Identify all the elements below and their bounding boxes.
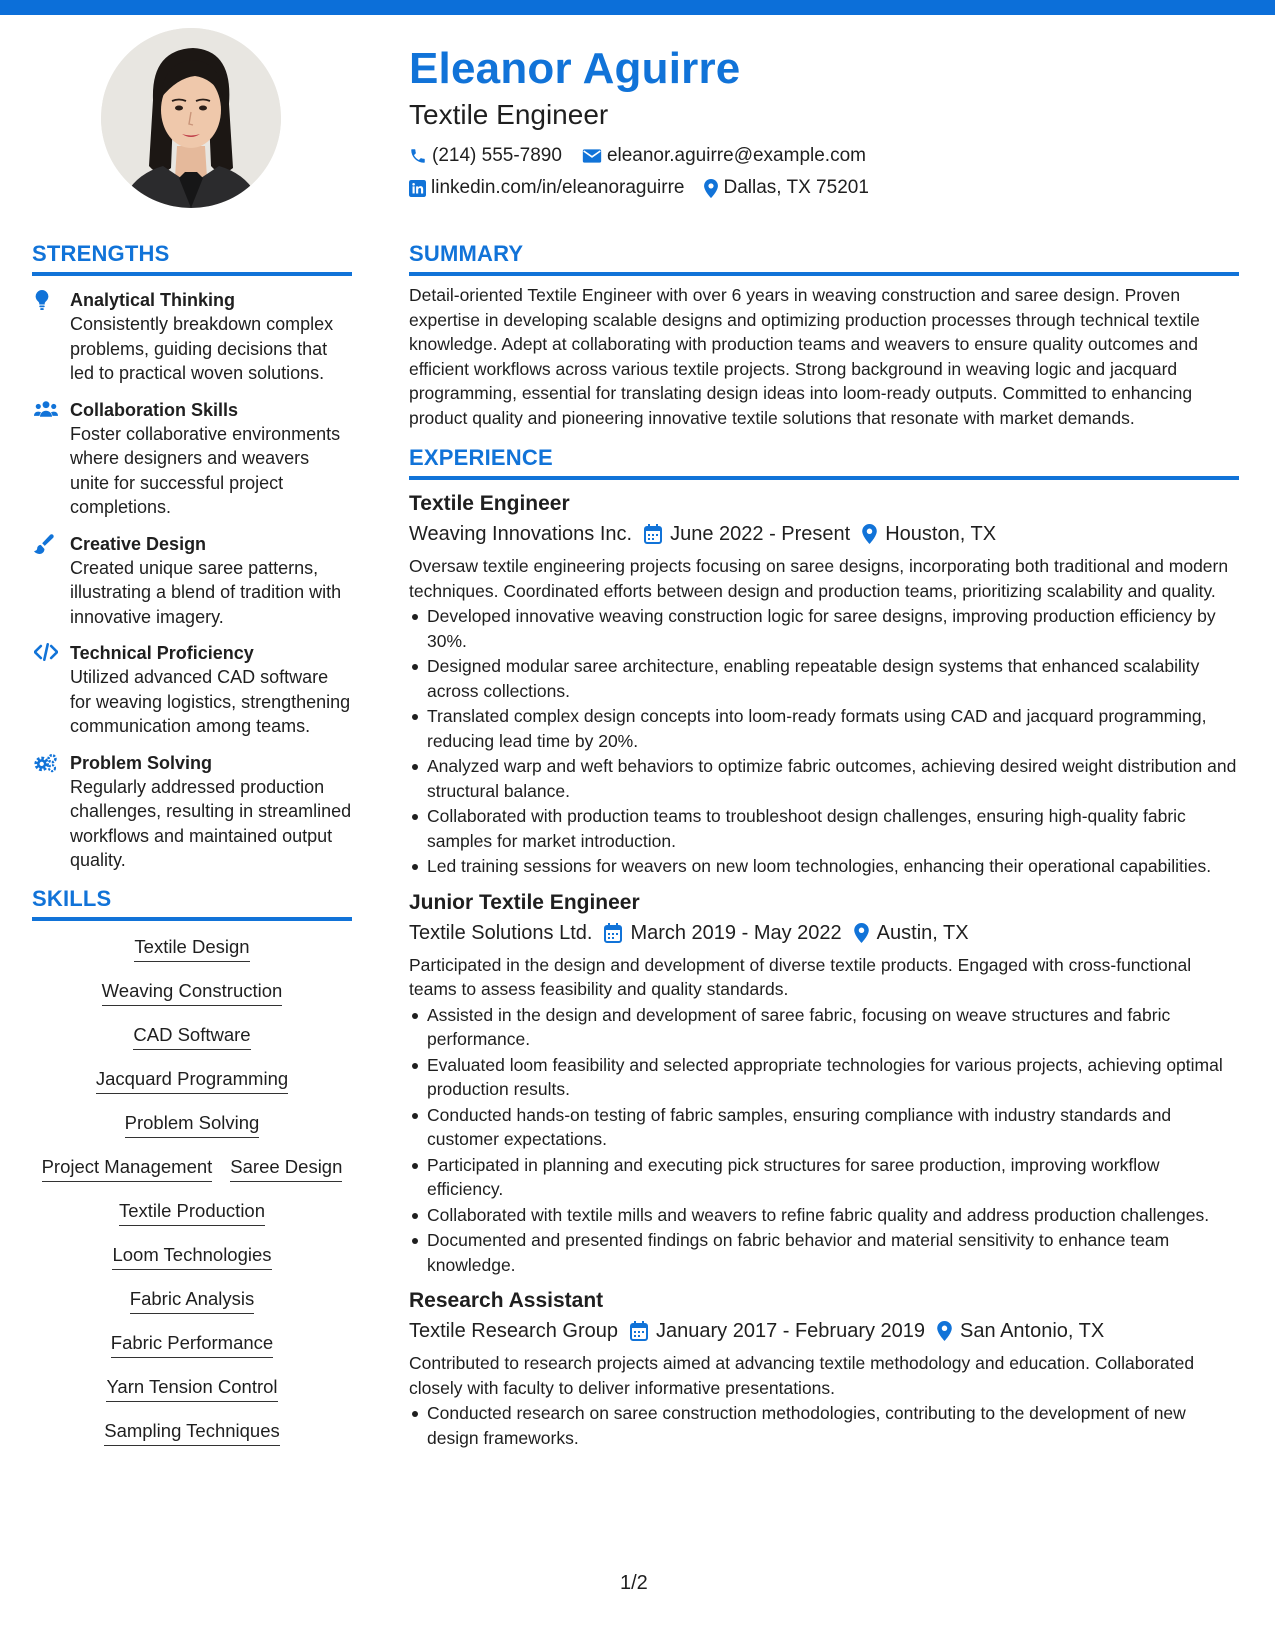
experience-section — [409, 444, 1239, 1450]
linkedin-text[interactable]: linkedin.com/in/eleanoraguirre — [431, 177, 685, 198]
job-bullets — [409, 604, 1239, 879]
strengths-list — [32, 288, 352, 873]
users-icon — [34, 400, 58, 418]
strengths-heading: STRENGTHS — [32, 240, 352, 276]
strength-item — [32, 641, 352, 739]
job-role: Textile Engineer — [409, 492, 570, 515]
envelope-icon — [582, 148, 602, 164]
map-pin-icon — [854, 923, 869, 943]
job-role: Research Assistant — [409, 1289, 604, 1312]
job-description: Contributed to research projects aimed at advancing textile methodology and education. Collaborated closely with faculty to deliver informative presentations. — [409, 1353, 1195, 1398]
skill-tag: Jacquard Programming — [96, 1067, 288, 1094]
skill-tag: CAD Software — [133, 1023, 250, 1050]
job-company: Textile Research Group — [409, 1320, 618, 1342]
bullet-item: Assisted in the design and development of saree fabric, focusing on weave structures and fabric performance. — [409, 1003, 1239, 1052]
contact-row-2 — [409, 176, 1239, 200]
skill-tag: Loom Technologies — [112, 1243, 271, 1270]
email-text[interactable]: eleanor.aguirre@example.com — [606, 145, 866, 166]
right-column — [409, 240, 1239, 1451]
skill-tag: Problem Solving — [125, 1111, 260, 1138]
contact-linkedin[interactable] — [409, 176, 684, 200]
left-column — [32, 240, 352, 1463]
map-pin-icon — [704, 179, 718, 198]
job-description: Participated in the design and development of diverse textile products. Engaged with cross-functional teams to assess feasibility and quality standards. — [409, 954, 1192, 999]
job-dates: March 2019 - May 2022 — [630, 921, 842, 944]
skills-section — [32, 885, 352, 1463]
strength-item — [32, 532, 352, 630]
summary-heading: SUMMARY — [409, 240, 1239, 276]
bullet-item: Collaborated with textile mills and weavers to refine fabric quality and address production challenges. — [409, 1203, 1239, 1228]
candidate-name: Eleanor Aguirre — [409, 44, 741, 93]
bullet-item: Collaborated with production teams to troubleshoot design challenges, ensuring high-quality fabric samples for market introduction. — [409, 804, 1239, 853]
bullet-item: Evaluated loom feasibility and selected appropriate technologies for various projects, achieving optimal production results. — [409, 1053, 1239, 1102]
skills-heading: SKILLS — [32, 885, 352, 921]
job-bullets — [409, 1401, 1239, 1450]
job-dates-wrap — [604, 918, 841, 948]
job-dates-wrap — [630, 1316, 925, 1346]
bullet-item: Led training sessions for weavers on new loom technologies, enhancing their operational capabilities. — [409, 854, 1239, 879]
lightbulb-icon — [34, 290, 50, 310]
job-company: Weaving Innovations Inc. — [409, 523, 633, 545]
linkedin-icon — [409, 180, 426, 197]
skill-tag: Project Management — [42, 1155, 213, 1182]
strength-desc: Utilized advanced CAD software for weaving logistics, strengthening communication among teams. — [70, 667, 351, 736]
location-text: Dallas, TX 75201 — [723, 177, 869, 198]
job-dates-wrap — [644, 519, 850, 549]
strength-desc: Consistently breakdown complex problems, guiding decisions that led to practical woven solutions. — [70, 314, 334, 383]
skill-tag: Fabric Analysis — [130, 1287, 254, 1314]
bullet-item: Conducted hands-on testing of fabric samples, ensuring compliance with industry standards and customer expectations. — [409, 1103, 1239, 1152]
skill-tag: Yarn Tension Control — [106, 1375, 277, 1402]
page-number: 1/2 — [620, 1572, 648, 1594]
bullet-item: Participated in planning and executing pick structures for saree production, improving workflow efficiency. — [409, 1153, 1239, 1202]
skill-tag: Weaving Construction — [102, 979, 283, 1006]
candidate-title: Textile Engineer — [409, 99, 609, 130]
strength-desc: Foster collaborative environments where designers and weavers unite for successful project completions. — [70, 423, 341, 517]
job-entry — [409, 1287, 1239, 1450]
skill-tag: Textile Production — [119, 1199, 265, 1226]
job-bullets — [409, 1003, 1239, 1278]
bullet-item: Conducted research on saree construction methodologies, contributing to the development of new design frameworks. — [409, 1401, 1239, 1450]
contact-email[interactable] — [582, 144, 866, 168]
top-accent-bar — [0, 0, 1275, 15]
experience-heading: EXPERIENCE — [409, 444, 1239, 480]
summary-text: Detail-oriented Textile Engineer with over 6 years in weaving construction and saree design. Proven expertise in developing scalable designs and optimizing production processes through technical textile knowledge. Adept at collaborating with production teams and weavers to ensure quality outcomes and efficient workflows across various textile projects. Strong background in weaving logic and jacquard programming, essential for translating design ideas into loom-ready outputs. Committed to enhancing product quality and pioneering innovative textile solutions that resonate with market demands. — [409, 285, 1200, 428]
job-meta — [409, 918, 1239, 948]
bullet-item: Developed innovative weaving construction logic for saree designs, improving production efficiency by 30%. — [409, 604, 1239, 653]
job-entry — [409, 490, 1239, 879]
resume-header — [409, 42, 1239, 200]
strength-item — [32, 398, 352, 520]
job-dates: January 2017 - February 2019 — [655, 1320, 926, 1342]
job-company: Textile Solutions Ltd. — [409, 921, 593, 944]
contact-location — [704, 176, 868, 200]
job-meta — [409, 1316, 1239, 1346]
job-location-wrap — [862, 519, 996, 549]
gears-icon — [34, 753, 58, 773]
skills-list — [32, 935, 352, 1463]
job-location-wrap — [937, 1316, 1104, 1346]
strength-name: Analytical Thinking — [70, 290, 236, 310]
paintbrush-icon — [34, 534, 54, 554]
job-role: Junior Textile Engineer — [409, 890, 640, 914]
contact-row-1 — [409, 144, 1239, 168]
phone-icon — [409, 147, 427, 165]
skill-tag: Textile Design — [134, 935, 249, 962]
bullet-item: Documented and presented findings on fabric behavior and material sensitivity to enhance team knowledge. — [409, 1228, 1239, 1277]
skill-tag: Fabric Performance — [111, 1331, 273, 1358]
job-location-wrap — [854, 918, 969, 948]
job-location: Austin, TX — [876, 921, 969, 944]
strength-item — [32, 288, 352, 386]
bullet-item: Translated complex design concepts into loom-ready formats using CAD and jacquard programming, reducing lead time by 20%. — [409, 704, 1239, 753]
strength-item — [32, 751, 352, 873]
skill-tag: Saree Design — [230, 1155, 342, 1182]
strength-desc: Created unique saree patterns, illustrating a blend of tradition with innovative imagery. — [70, 557, 342, 627]
strength-name: Technical Proficiency — [70, 643, 254, 663]
map-pin-icon — [862, 524, 877, 544]
calendar-icon — [644, 524, 662, 544]
job-location: Houston, TX — [885, 523, 997, 545]
contact-phone — [409, 144, 562, 168]
job-entry — [409, 889, 1239, 1278]
strength-desc: Regularly addressed production challenges, resulting in streamlined workflows and maintained output quality. — [70, 776, 352, 870]
bullet-item: Analyzed warp and weft behaviors to optimize fabric outcomes, achieving desired weight distribution and structural balance. — [409, 754, 1239, 803]
map-pin-icon — [937, 1321, 952, 1341]
code-icon — [34, 643, 58, 661]
calendar-icon — [604, 923, 622, 943]
job-location: San Antonio, TX — [960, 1320, 1105, 1342]
phone-text: (214) 555-7890 — [432, 145, 562, 166]
job-dates: June 2022 - Present — [670, 523, 851, 545]
job-description: Oversaw textile engineering projects focusing on saree designs, incorporating both traditional and modern techniques. Coordinated efforts between design and production teams, prioritizing scalability and quality. — [409, 556, 1229, 601]
strength-name: Collaboration Skills — [70, 399, 239, 420]
profile-photo — [101, 28, 281, 208]
skill-tag: Sampling Techniques — [104, 1419, 280, 1446]
bullet-item: Designed modular saree architecture, enabling repeatable design systems that enhanced scalability across collections. — [409, 654, 1239, 703]
strength-name: Creative Design — [70, 533, 207, 554]
job-meta — [409, 519, 1239, 549]
strength-name: Problem Solving — [70, 752, 213, 773]
calendar-icon — [630, 1321, 648, 1341]
